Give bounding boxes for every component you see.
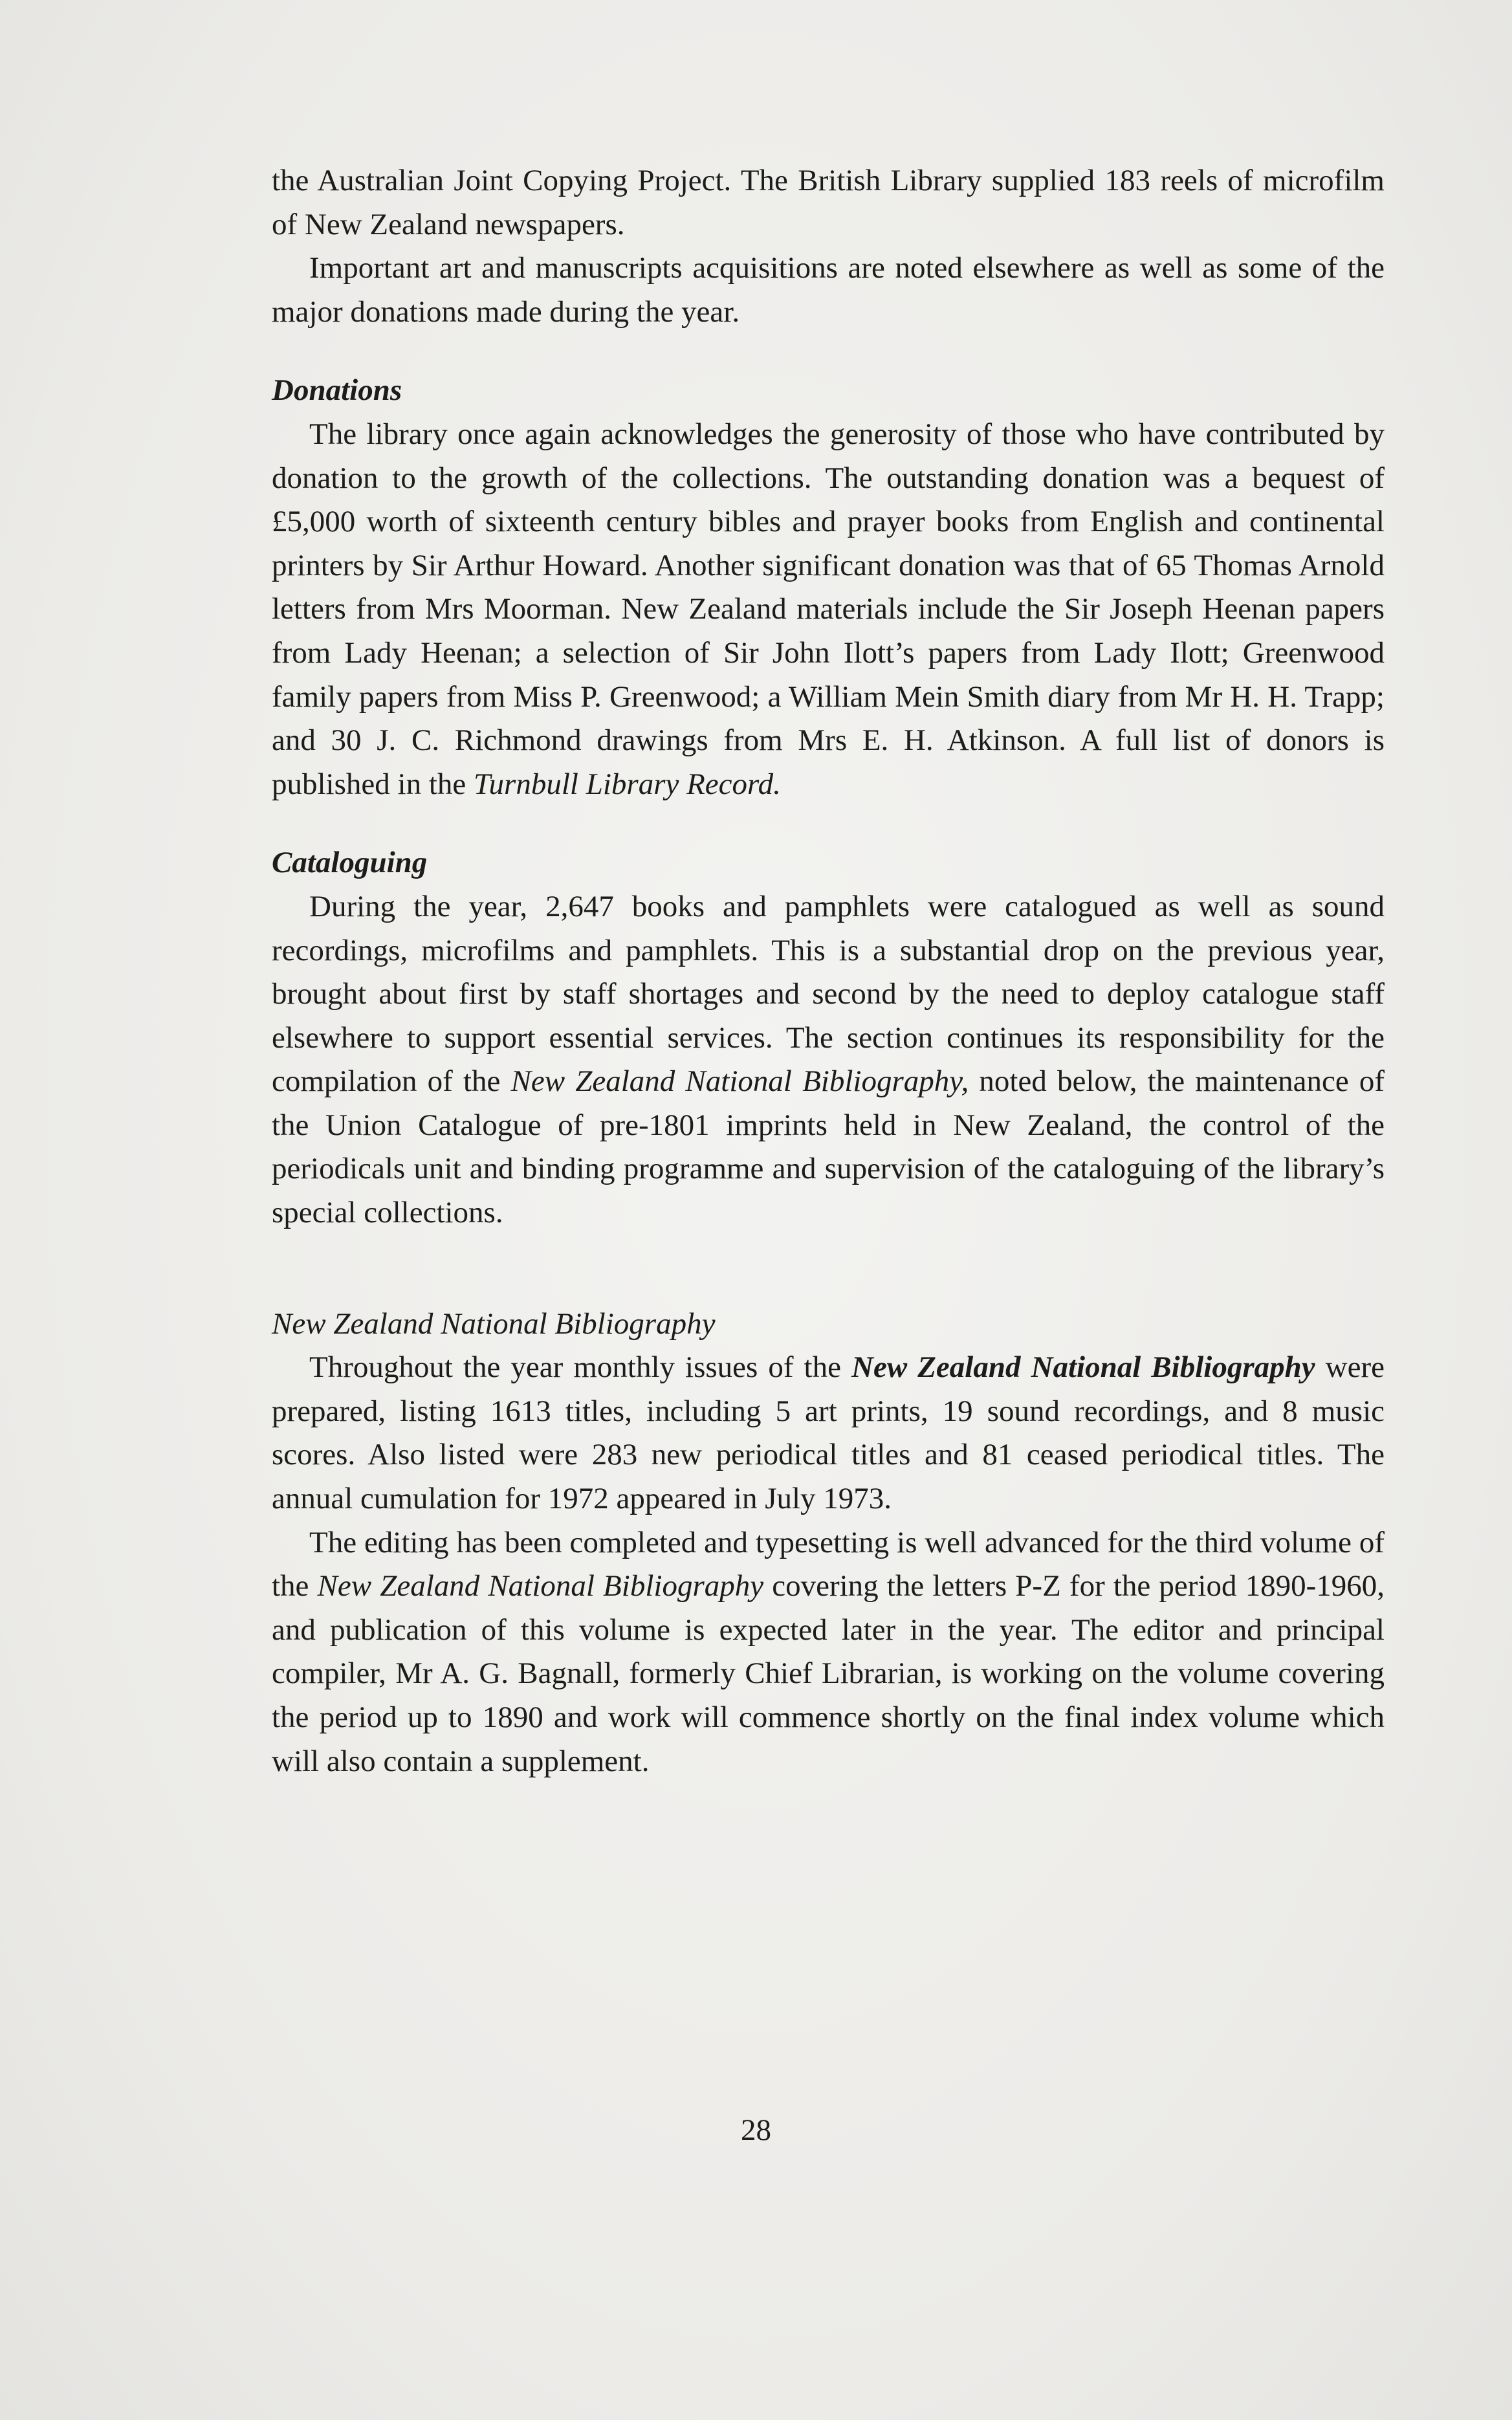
page-number: 28 — [741, 2113, 771, 2147]
nznb-p1-text-2: were prepared, listing 1613 titles, including 5 art prints, 19 sound recordings, and 8 music scores. Also listed were 283 new periodical titles and 81 ceased periodical titles. The annual cumulation for 1972 appeared in July 1973. — [272, 1350, 1385, 1516]
section-heading-nznb: New Zealand National Bibliography — [272, 1306, 716, 1341]
nznb-paragraph-1 — [272, 1346, 1385, 1521]
cataloguing-italic-title: New Zealand National Bibliography, — [510, 1064, 969, 1099]
nznb-p2-italic-title: New Zealand National Bibliography — [317, 1569, 764, 1603]
nznb-p2-text-2: covering the letters P-Z for the period 1890-1960, and publication of this volume is expected later in the year. The editor and principal compiler, Mr A. G. Bagnall, formerly Chief Librarian, is working on the volume covering the period up to 1890 and work will commence shortly on the final index volume which will also contain a supplement. — [272, 1569, 1385, 1778]
section-heading-cataloguing: Cataloguing — [272, 846, 428, 880]
intro-paragraph-1: the Australian Joint Copying Project. The British Library supplied 183 reels of microfilm of New Zealand newspapers. — [272, 164, 1385, 241]
intro-paragraph-2: Important art and manuscripts acquisitions are noted elsewhere as well as some of the major donations made during the year. — [272, 251, 1385, 329]
cataloguing-text-1: During the year, 2,647 books and pamphlets were catalogued as well as sound recordings, microfilms and pamphlets. This is a substantial drop on the previous year, brought about first by staff shortages and second by the need to deploy catalogue staff elsewhere to support essential services. The section continues its responsibility for the compilation of the — [272, 889, 1385, 1099]
cataloguing-paragraph — [272, 885, 1385, 1235]
donations-text-1: The library once again acknowledges the generosity of those who have contributed by donation to the growth of the collections. The outstanding donation was a bequest of £5,000 worth of sixteenth century bibles and prayer books from English and continental printers by Sir Arthur Howard. Another significant donation was that of 65 Thomas Arnold letters from Mrs Moorman. New Zealand materials include the Sir Joseph Heenan papers from Lady Heenan; a selection of Sir John Ilott’s papers from Lady Ilott; Greenwood family papers from Miss P. Greenwood; a William Mein Smith diary from Mr H. H. Trapp; and 30 J. C. Richmond drawings from Mrs E. H. Atkinson. A full list of donors is published in the — [272, 417, 1385, 801]
nznb-p2-text-1: The editing has been completed and typesetting is well advanced for the third volume of the — [272, 1525, 1385, 1603]
donations-italic-title: Turnbull Library Record. — [474, 767, 781, 801]
cataloguing-text-2: noted below, the maintenance of the Union Catalogue of pre-1801 imprints held in New Zealand, the control of the periodicals unit and binding programme and supervision of the cataloguing of the library’s special collections. — [272, 1064, 1385, 1230]
donations-paragraph — [272, 413, 1385, 806]
body-text — [272, 159, 1385, 1783]
nznb-p1-text-1: Throughout the year monthly issues of the — [309, 1350, 852, 1385]
nznb-p1-italic-title: New Zealand National Bibliography — [851, 1350, 1315, 1385]
nznb-paragraph-2 — [272, 1521, 1385, 1784]
section-heading-donations: Donations — [272, 373, 402, 408]
